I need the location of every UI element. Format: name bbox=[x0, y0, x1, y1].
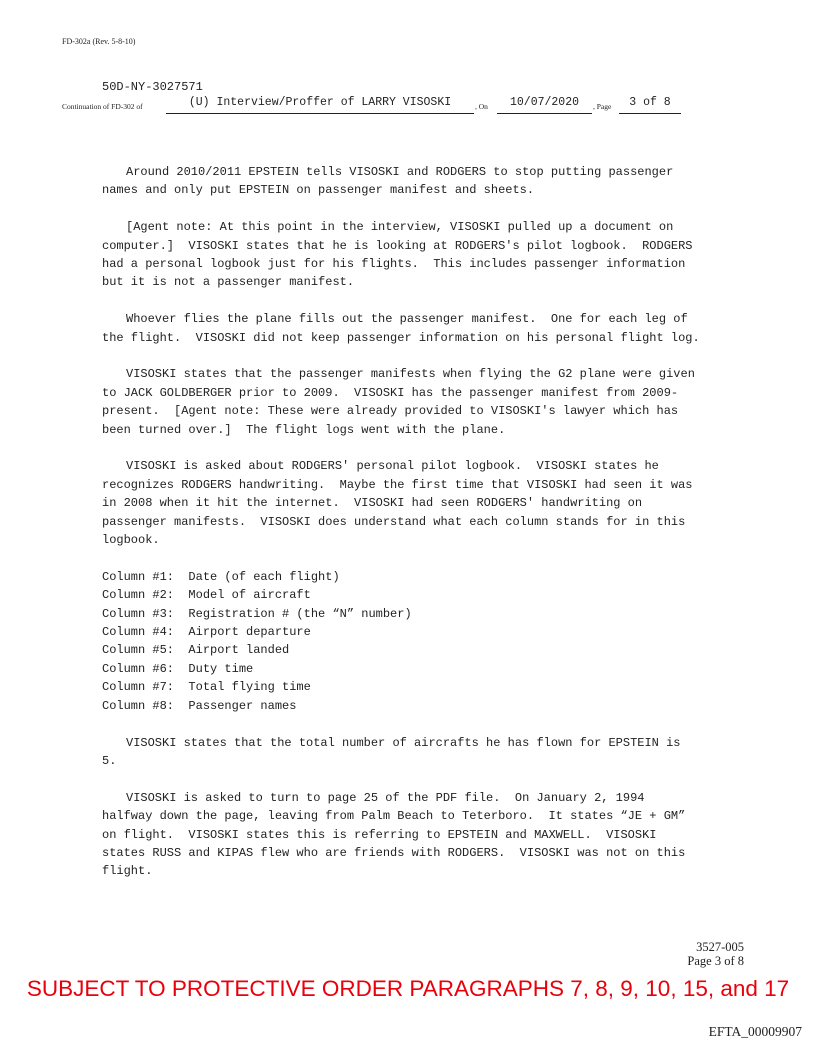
logbook-column-item: Column #3: Registration # (the “N” number) bbox=[102, 606, 412, 621]
file-number: 50D-NY-3027571 bbox=[102, 80, 203, 94]
serial-number: 3527-005 bbox=[696, 940, 744, 954]
logbook-column-item: Column #1: Date (of each flight) bbox=[102, 569, 340, 584]
continuation-row bbox=[62, 96, 692, 114]
logbook-column-item: Column #6: Duty time bbox=[102, 661, 254, 676]
paragraph: Around 2010/2011 EPSTEIN tells VISOSKI and RODGERS to stop putting passenger names and only put EPSTEIN on passenger manifest and sheets. bbox=[102, 165, 681, 198]
logbook-column-item: Column #8: Passenger names bbox=[102, 698, 297, 713]
interview-body bbox=[102, 163, 702, 899]
footer-serial-block bbox=[687, 940, 744, 968]
protective-order-stamp: SUBJECT TO PROTECTIVE ORDER PARAGRAPHS 7, 8, 9, 10, 15, and 17 bbox=[26, 976, 790, 1001]
form-id: FD-302a (Rev. 5-8-10) bbox=[62, 37, 136, 46]
date-field: 10/07/2020 bbox=[497, 96, 592, 114]
paragraph: VISOSKI is asked to turn to page 25 of the PDF file. On January 2, 1994 halfway down the page, leaving from Palm Beach to Teterboro. It states “JE + GM” on flight. VISOSKI states this is referring to EPSTEIN and MAXWELL. VISOSKI states RUSS and KIPAS flew who are friends with RODGERS. VISOSKI was not on this flight. bbox=[102, 790, 693, 879]
paragraph: Whoever flies the plane fills out the passenger manifest. One for each leg of the flight. VISOSKI did not keep passenger information on his personal flight log. bbox=[102, 312, 700, 345]
page-label: , Page bbox=[593, 102, 612, 111]
paragraph: VISOSKI states that the passenger manifests when flying the G2 plane were given to JACK GOLDBERGER prior to 2009. VISOSKI has the passenger manifest from 2009-present. [Agent note: These were already provided to VISOSKI's lawyer which has been turned over.] The flight logs went with the plane. bbox=[102, 367, 703, 437]
paragraph: VISOSKI states that the total number of aircrafts he has flown for EPSTEIN is 5. bbox=[102, 735, 688, 768]
subject-field: (U) Interview/Proffer of LARRY VISOSKI bbox=[166, 96, 474, 114]
logbook-column-item: Column #5: Airport landed bbox=[102, 643, 290, 658]
continuation-label: Continuation of FD-302 of bbox=[62, 102, 143, 111]
page-field: 3 of 8 bbox=[619, 96, 681, 114]
paragraph: [Agent note: At this point in the interview, VISOSKI pulled up a document on computer.] VISOSKI states that he is looking at RODGERS's pilot logbook. RODGERS had a personal logbook just for his flights. This includes passenger information but it is not a passenger manifest. bbox=[102, 220, 700, 290]
logbook-column-item: Column #2: Model of aircraft bbox=[102, 588, 311, 603]
logbook-column-list bbox=[102, 568, 702, 715]
paragraph: VISOSKI is asked about RODGERS' personal pilot logbook. VISOSKI states he recognizes RODGERS handwriting. Maybe the first time that VISOSKI had seen it was in 2008 when it hit the internet. VISOSKI had seen RODGERS' handwriting on passenger manifests. VISOSKI does understand what each column stands for in this logbook. bbox=[102, 459, 700, 548]
logbook-column-item: Column #4: Airport departure bbox=[102, 625, 311, 640]
footer-page-number: Page 3 of 8 bbox=[687, 954, 744, 968]
logbook-column-item: Column #7: Total flying time bbox=[102, 680, 311, 695]
on-label: , On bbox=[475, 102, 488, 111]
bates-number: EFTA_00009907 bbox=[708, 1024, 802, 1039]
